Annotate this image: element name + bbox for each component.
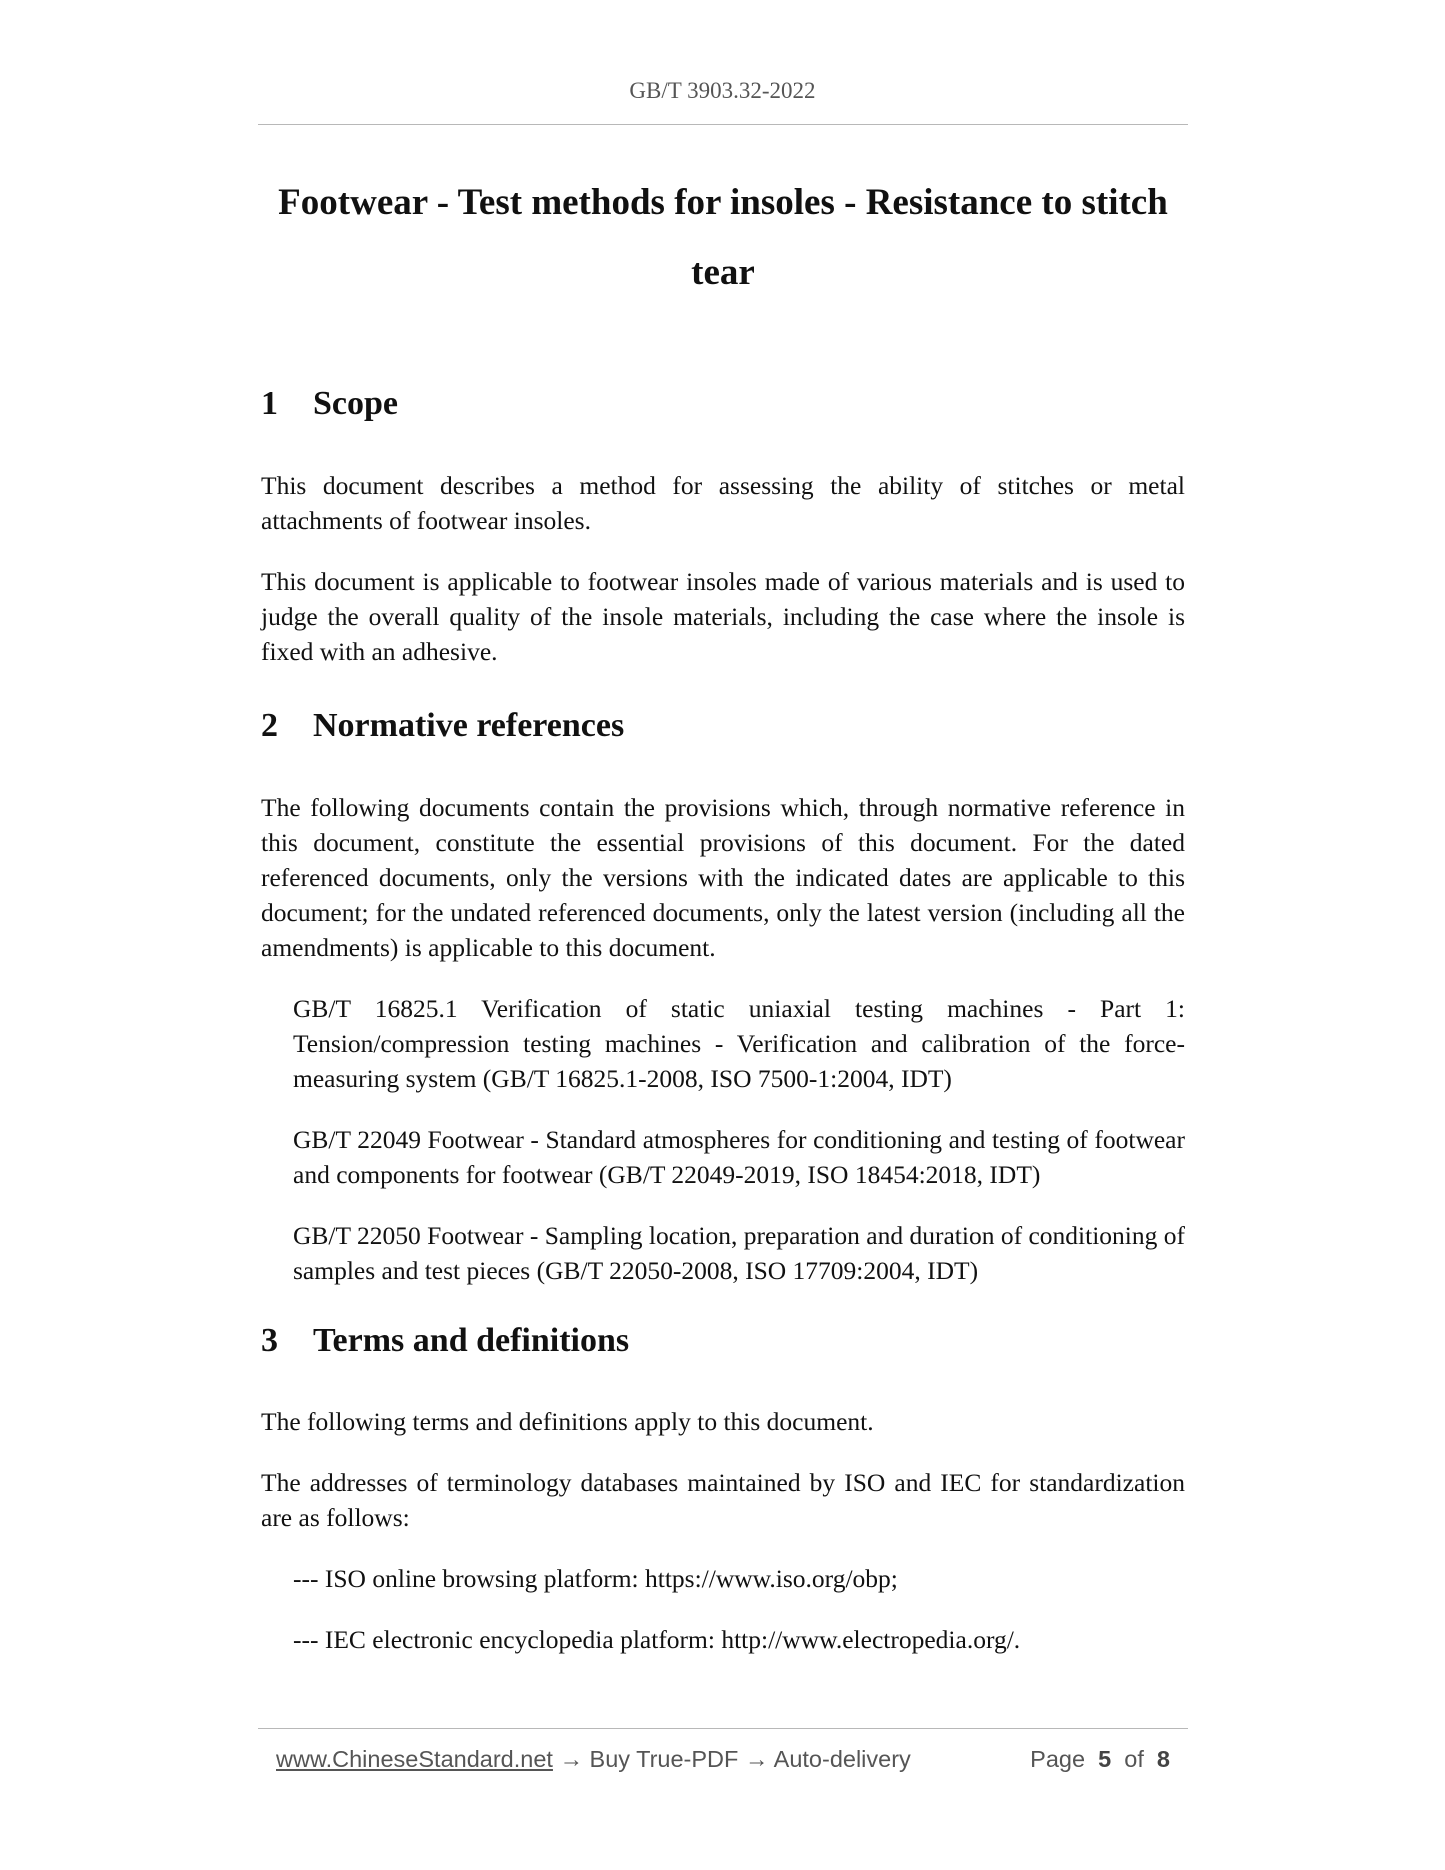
section-number: 3 <box>261 1322 278 1359</box>
section-2-body <box>261 790 1185 1288</box>
section-number: 2 <box>261 707 278 744</box>
paragraph: This document is applicable to footwear insoles made of various materials and is used to judge the overall quality of the insole materials, including the case where the insole is fixed with an adhesive. <box>261 567 1185 666</box>
buy-true-pdf-link[interactable]: Buy True-PDF <box>589 1746 739 1772</box>
section-title: Normative references <box>313 707 625 744</box>
reference-item: GB/T 22050 Footwear - Sampling location, preparation and duration of conditioning of samples and test pieces (GB/T 22050-2008, ISO 17709:2004, IDT) <box>293 1221 1185 1285</box>
section-1-heading <box>261 385 398 423</box>
section-title: Terms and definitions <box>313 1322 630 1359</box>
section-1-body <box>261 468 1185 669</box>
list-item: --- ISO online browsing platform: https://www.iso.org/obp; <box>293 1564 898 1593</box>
arrow-icon: → <box>738 1746 774 1772</box>
list-item: --- IEC electronic encyclopedia platform: http://www.electropedia.org/. <box>293 1625 1021 1654</box>
current-page-number: 5 <box>1098 1746 1112 1772</box>
paragraph: The following terms and definitions apply to this document. <box>261 1407 874 1436</box>
reference-item: GB/T 16825.1 Verification of static uniaxial testing machines - Part 1: Tension/compression testing machines - Verification and calibration of the force-measuring system (GB/T 16825.1-2008, ISO 7500-1:2004, IDT) <box>293 994 1185 1093</box>
header-rule <box>258 124 1188 125</box>
document-id-header: GB/T 3903.32-2022 <box>629 78 816 103</box>
section-3-body <box>261 1404 1185 1657</box>
page-indicator <box>1030 1746 1170 1773</box>
section-2-heading <box>261 707 624 745</box>
section-3-heading <box>261 1322 629 1360</box>
site-link[interactable]: www.ChineseStandard.net <box>276 1746 553 1772</box>
arrow-icon: → <box>552 1746 590 1772</box>
paragraph: This document describes a method for assessing the ability of stitches or metal attachments of footwear insoles. <box>261 471 1185 535</box>
document-title <box>258 168 1188 308</box>
footer-rule <box>258 1728 1188 1729</box>
section-number: 1 <box>261 385 278 422</box>
title-line-1: Footwear - Test methods for insoles - Resistance to stitch <box>278 182 1168 223</box>
of-label: of <box>1124 1746 1144 1772</box>
paragraph: The addresses of terminology databases maintained by ISO and IEC for standardization are as follows: <box>261 1468 1185 1532</box>
auto-delivery-text: Auto-delivery <box>773 1746 911 1772</box>
reference-item: GB/T 22049 Footwear - Standard atmospheres for conditioning and testing of footwear and components for footwear (GB/T 22049-2019, ISO 18454:2018, IDT) <box>293 1125 1185 1189</box>
page-label: Page <box>1030 1746 1086 1772</box>
section-title: Scope <box>313 385 398 422</box>
title-line-2: tear <box>691 252 755 293</box>
page-footer <box>276 1746 1176 1773</box>
paragraph: The following documents contain the provisions which, through normative reference in this document, constitute the essential provisions of this document. For the dated referenced documents, only the versions with the indicated dates are applicable to this document; for the undated referenced documents, only the latest version (including all the amendments) is applicable to this document. <box>261 793 1185 962</box>
total-pages-number: 8 <box>1156 1746 1170 1772</box>
